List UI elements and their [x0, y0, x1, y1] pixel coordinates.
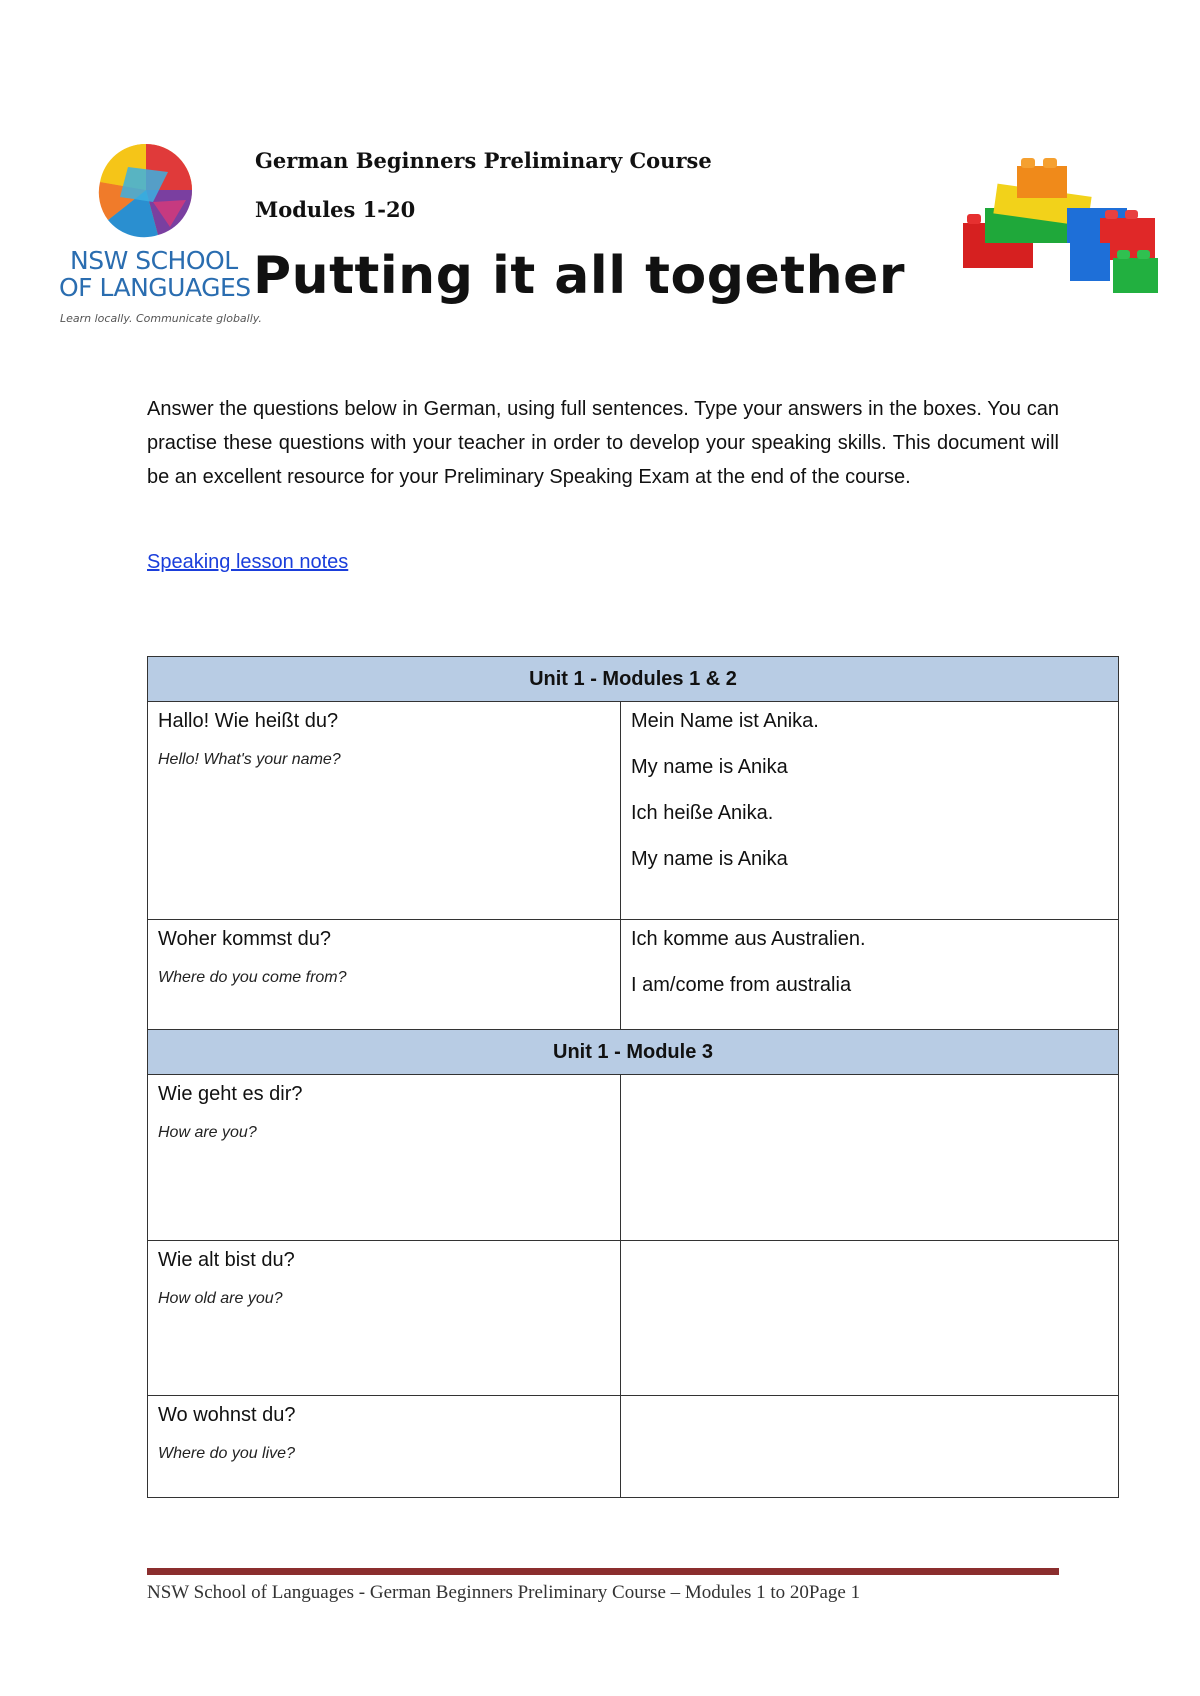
- question-german: Wo wohnst du?: [158, 1404, 296, 1426]
- lego-bricks-image: [955, 148, 1180, 308]
- modules-label: Modules 1-20: [255, 197, 416, 222]
- question-english: Where do you live?: [158, 1445, 295, 1462]
- questions-table: [147, 656, 1119, 1498]
- question-english: Where do you come from?: [158, 969, 347, 986]
- question-german: Wie geht es dir?: [158, 1083, 303, 1105]
- question-cell: [148, 1075, 621, 1241]
- question-cell: [148, 702, 621, 920]
- answer-line: Mein Name ist Anika.: [631, 710, 819, 732]
- answer-line: My name is Anika: [631, 848, 788, 870]
- instructions-paragraph: Answer the questions below in German, using full sentences. Type your answers in the boxes. You can practise these questions with your teacher in order to develop your speaking skills. This document will be an excellent resource for your Preliminary Speaking Exam at the end of the course.: [147, 398, 1059, 488]
- question-german: Hallo! Wie heißt du?: [158, 710, 339, 732]
- answer-box[interactable]: [621, 1241, 1119, 1396]
- speaking-lesson-notes-link[interactable]: Speaking lesson notes: [147, 551, 349, 573]
- answer-box[interactable]: [621, 1396, 1119, 1498]
- question-english: How are you?: [158, 1124, 257, 1141]
- question-cell: [148, 1241, 621, 1396]
- question-cell: [148, 920, 621, 1030]
- logo-text-line1: NSW SCHOOL: [70, 246, 238, 275]
- logo-tagline: Learn locally. Communicate globally.: [60, 312, 262, 325]
- answer-line: Ich heiße Anika.: [631, 802, 774, 824]
- unit-heading: Unit 1 - Modules 1 & 2: [148, 657, 1119, 702]
- page-footer: NSW School of Languages - German Beginners Preliminary Course – Modules 1 to 20Page 1: [147, 1582, 861, 1603]
- answer-line: Ich komme aus Australien.: [631, 928, 866, 950]
- logo-text-line2: OF LANGUAGES: [59, 273, 251, 302]
- question-cell: [148, 1396, 621, 1498]
- question-german: Wie alt bist du?: [158, 1249, 295, 1271]
- course-title: German Beginners Preliminary Course: [255, 148, 712, 173]
- page-title: Putting it all together: [253, 246, 906, 306]
- answer-box[interactable]: [621, 1075, 1119, 1241]
- answer-line: I am/come from australia: [631, 974, 852, 996]
- question-english: How old are you?: [158, 1290, 283, 1307]
- unit-heading: Unit 1 - Module 3: [148, 1030, 1119, 1075]
- question-german: Woher kommst du?: [158, 928, 332, 950]
- answer-line: My name is Anika: [631, 756, 788, 778]
- answer-box[interactable]: [621, 920, 1119, 1030]
- answer-box[interactable]: [621, 702, 1119, 920]
- footer-divider: [147, 1568, 1059, 1575]
- nsw-school-of-languages-logo: [58, 142, 238, 332]
- question-english: Hello! What's your name?: [158, 751, 341, 768]
